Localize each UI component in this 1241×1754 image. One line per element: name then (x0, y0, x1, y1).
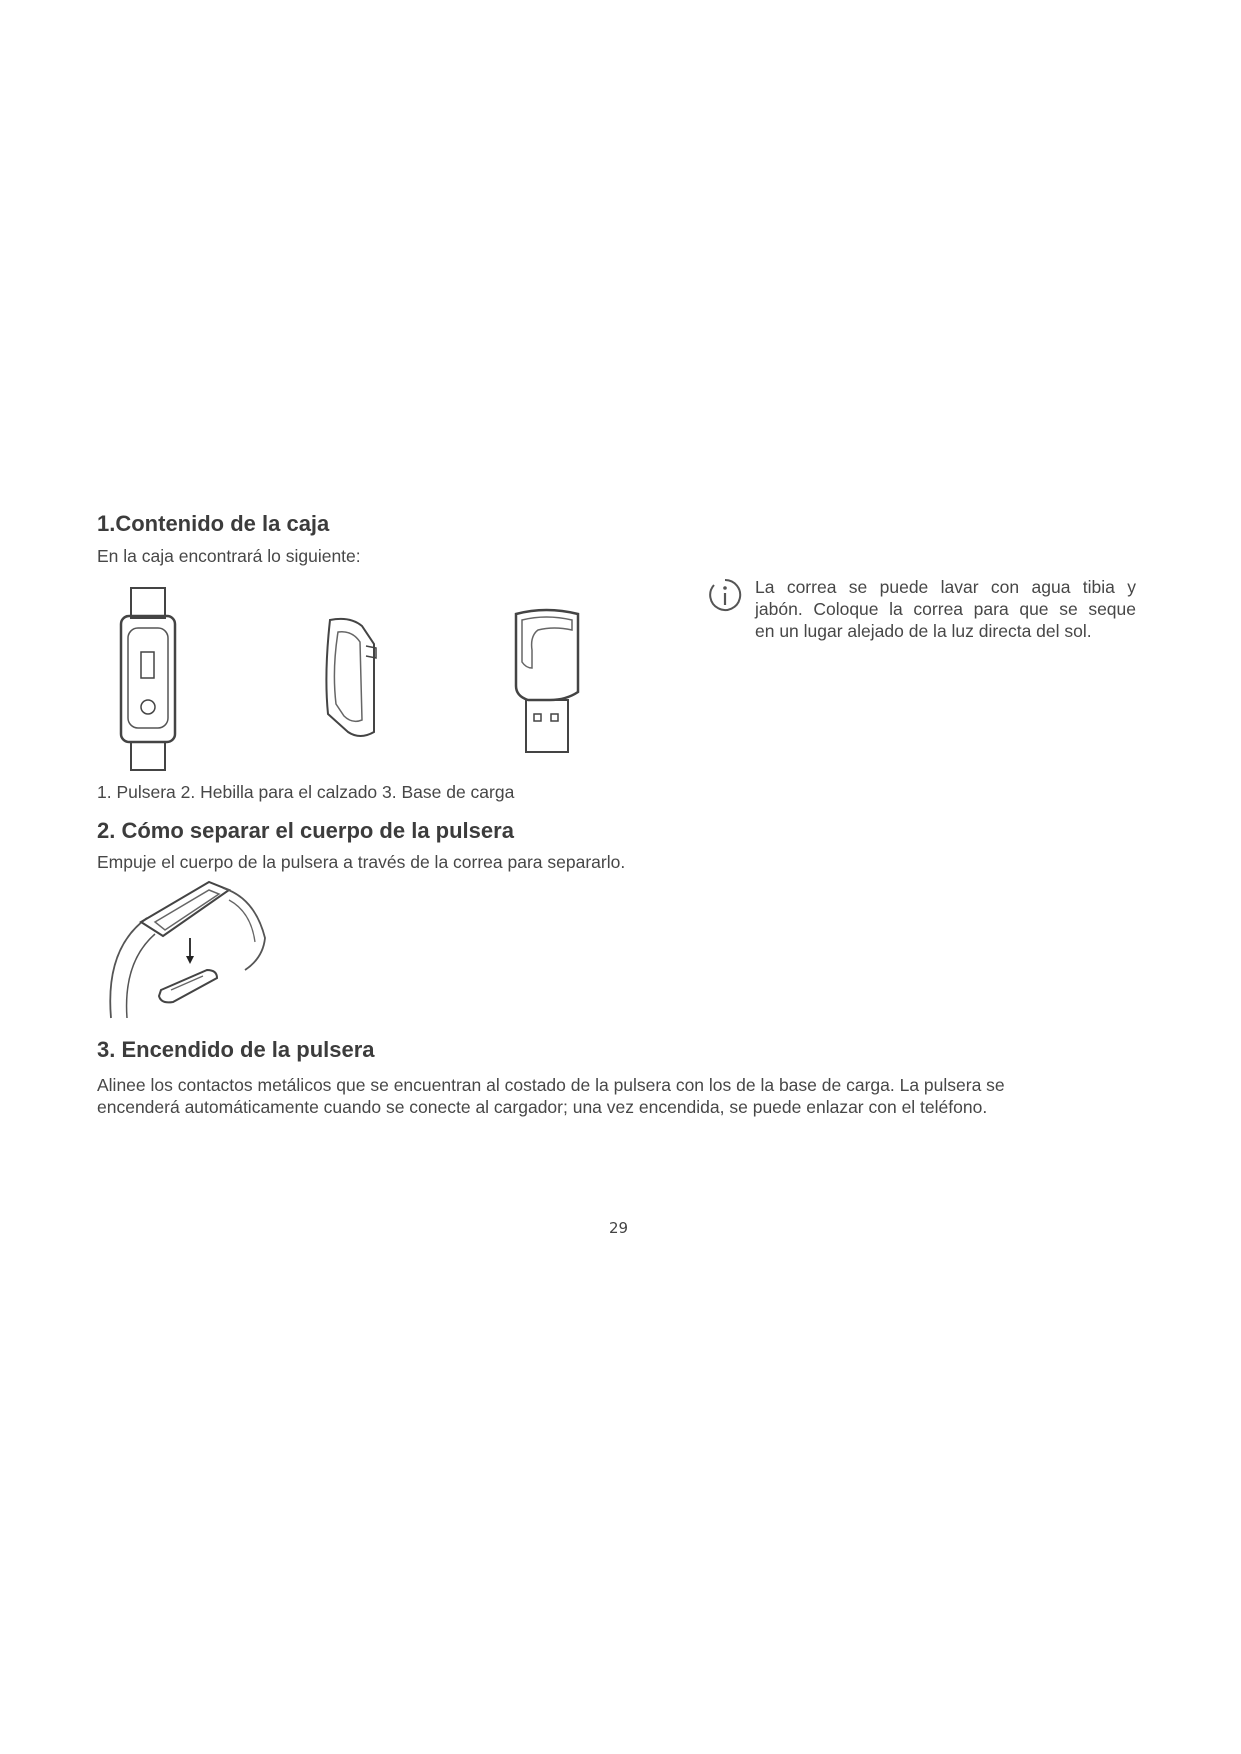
section-2-heading: 2. Cómo separar el cuerpo de la pulsera (97, 818, 514, 843)
section-3-line: Alinee los contactos metálicos que se encuentran al costado de la pulsera con los de la base de carga. La pulsera se (97, 1075, 1005, 1095)
charging-base-illustration (510, 606, 585, 756)
page-number: 29 (609, 1219, 629, 1237)
section-3-text (97, 1074, 1127, 1118)
section-2-text: Empuje el cuerpo de la pulsera a través de la correa para separarlo. (97, 852, 626, 872)
section-1-intro: En la caja encontrará lo siguiente: (97, 546, 361, 566)
section-1-caption: 1. Pulsera 2. Hebilla para el calzado 3. Base de carga (97, 782, 515, 802)
band-illustration (118, 582, 178, 774)
care-note (755, 576, 1136, 642)
care-note-line: jabón. Coloque la correa para que se seque (755, 599, 1136, 619)
care-note-line: en un lugar alejado de la luz directa del sol. (755, 621, 1092, 641)
info-icon (708, 578, 742, 612)
section-3-line: encenderá automáticamente cuando se conecte al cargador; una vez encendida, se puede enlazar con el teléfono. (97, 1097, 988, 1117)
shoe-clip-illustration (320, 614, 380, 744)
section-1-heading: 1.Contenido de la caja (97, 511, 330, 536)
care-note-line: La correa se puede lavar con agua tibia y (755, 577, 1136, 597)
section-3-heading: 3. Encendido de la pulsera (97, 1037, 375, 1062)
wrist-separation-illustration (105, 878, 270, 1020)
